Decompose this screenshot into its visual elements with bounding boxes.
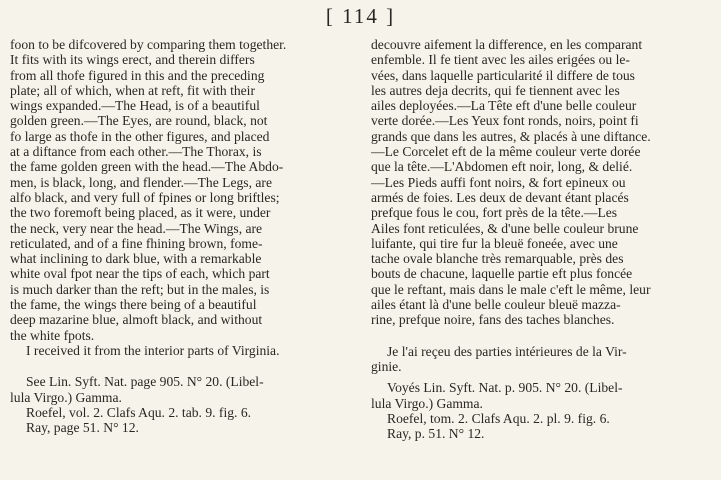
text-line: —Les Pieds auffi font noirs, & fort epineux ou (371, 174, 626, 190)
text-line: rine, prefque noire, fans des taches blanches. (371, 312, 615, 328)
text-line: from all thofe figured in this and the preceding (10, 67, 265, 83)
text-line: the fame, the wings there being of a beautiful (10, 297, 257, 313)
reference-line: lula Virgo.) Gamma. (371, 395, 483, 411)
text-line: que la tête.—L'Abdomen eft noir, long, & delié. (371, 159, 633, 175)
reference-line: Voyés Lin. Syft. Nat. p. 905. N° 20. (Libel- (387, 380, 623, 396)
text-line: what inclining to dark blue, with a remarkable (10, 251, 262, 267)
page-number: [ 114 ] (325, 4, 396, 28)
english-received: I received it from the interior parts of Virginia. (26, 342, 280, 358)
text-line: Je l'ai reçeu des parties intérieures de la Vir- (387, 343, 627, 359)
text-line: It fits with its wings erect, and therein differs (10, 52, 255, 68)
reference-line: See Lin. Syft. Nat. page 905. N° 20. (Libel- (26, 374, 264, 390)
text-line: les autres deja decrits, qui fe tiennent avec les (371, 82, 620, 98)
text-line: reticulated, and of a fine fhining brown, fome- (10, 235, 263, 251)
text-line: que le reftant, mais dans le male c'eft le même, leur (371, 281, 651, 297)
text-line: the two foremoft being placed, as it were, under (10, 205, 271, 221)
text-line: vées, dans laquelle particularité il differe de tous (371, 67, 635, 83)
text-line: foon to be difcovered by comparing them together. (10, 37, 287, 52)
text-line: the fame golden green with the head.—The Abdo- (10, 159, 284, 175)
text-line: decouvre aifement la difference, en les comparant (371, 37, 643, 52)
text-line: Ailes font reticulées, & d'une belle couleur brune (371, 220, 639, 236)
english-references (10, 374, 360, 435)
reference-line: Roefel, vol. 2. Clafs Aqu. 2. tab. 9. fig. 6. (26, 404, 252, 420)
text-line: men, is black, long, and flender.—The Legs, are (10, 174, 272, 190)
french-column (371, 37, 711, 441)
reference-line: Roefel, tom. 2. Clafs Aqu. 2. pl. 9. fig. 6. (387, 410, 610, 426)
reference-line: lula Virgo.) Gamma. (10, 389, 122, 405)
text-line: wings expanded.—The Head, is of a beautiful (10, 98, 260, 114)
text-line: fo large as thofe in the other figures, and placed (10, 128, 270, 144)
text-line: deep mazarine blue, almoft black, and without (10, 312, 263, 328)
text-line: ailes deployées.—La Tête eft d'une belle couleur (371, 98, 637, 114)
english-description (10, 37, 360, 343)
text-line: tache ovale blanche très remarquable, près des (371, 251, 624, 267)
text-line: plate; all of which, when at reft, fit with their (10, 82, 255, 98)
text-line: white oval fpot near the tips of each, which part (10, 266, 270, 282)
text-line: the white fpots. (10, 327, 95, 343)
reference-line: Ray, p. 51. N° 12. (387, 426, 485, 442)
text-line: —Le Corcelet eft de la même couleur verte dorée (371, 144, 641, 160)
text-line: verte dorée.—Les Yeux font ronds, noirs, point fi (371, 113, 639, 129)
french-received (371, 344, 711, 375)
text-line: ailes étant là d'une belle couleur bleuë mazza- (371, 297, 621, 313)
french-description (371, 37, 711, 328)
text-line: is much darker than the reft; but in the males, is (10, 281, 270, 297)
text-line: at a diftance from each other.—The Thorax, is (10, 144, 262, 160)
french-references (371, 380, 711, 441)
text-line: the neck, very near the head.—The Wings, are (10, 220, 263, 236)
text-line: enfemble. Il fe tient avec les ailes erigées ou le- (371, 52, 630, 68)
text-line: armés de foies. Les deux de devant étant placés (371, 189, 629, 205)
text-line: alfo black, and very full of fpines or long briftles; (10, 189, 280, 205)
text-line: bouts de chacune, laquelle partie eft plus foncée (371, 266, 633, 282)
text-line: grands que dans les autres, & placés à une diftance. (371, 128, 651, 144)
english-column (10, 37, 360, 435)
text-line: ginie. (371, 358, 402, 374)
reference-line: Ray, page 51. N° 12. (26, 420, 139, 436)
text-line: luifante, qui tire fur la bleuë foneée, avec une (371, 235, 618, 251)
text-line: prefque fous le cou, fort près de la tête.—Les (371, 205, 618, 221)
text-line: golden green.—The Eyes, are round, black, not (10, 113, 268, 129)
